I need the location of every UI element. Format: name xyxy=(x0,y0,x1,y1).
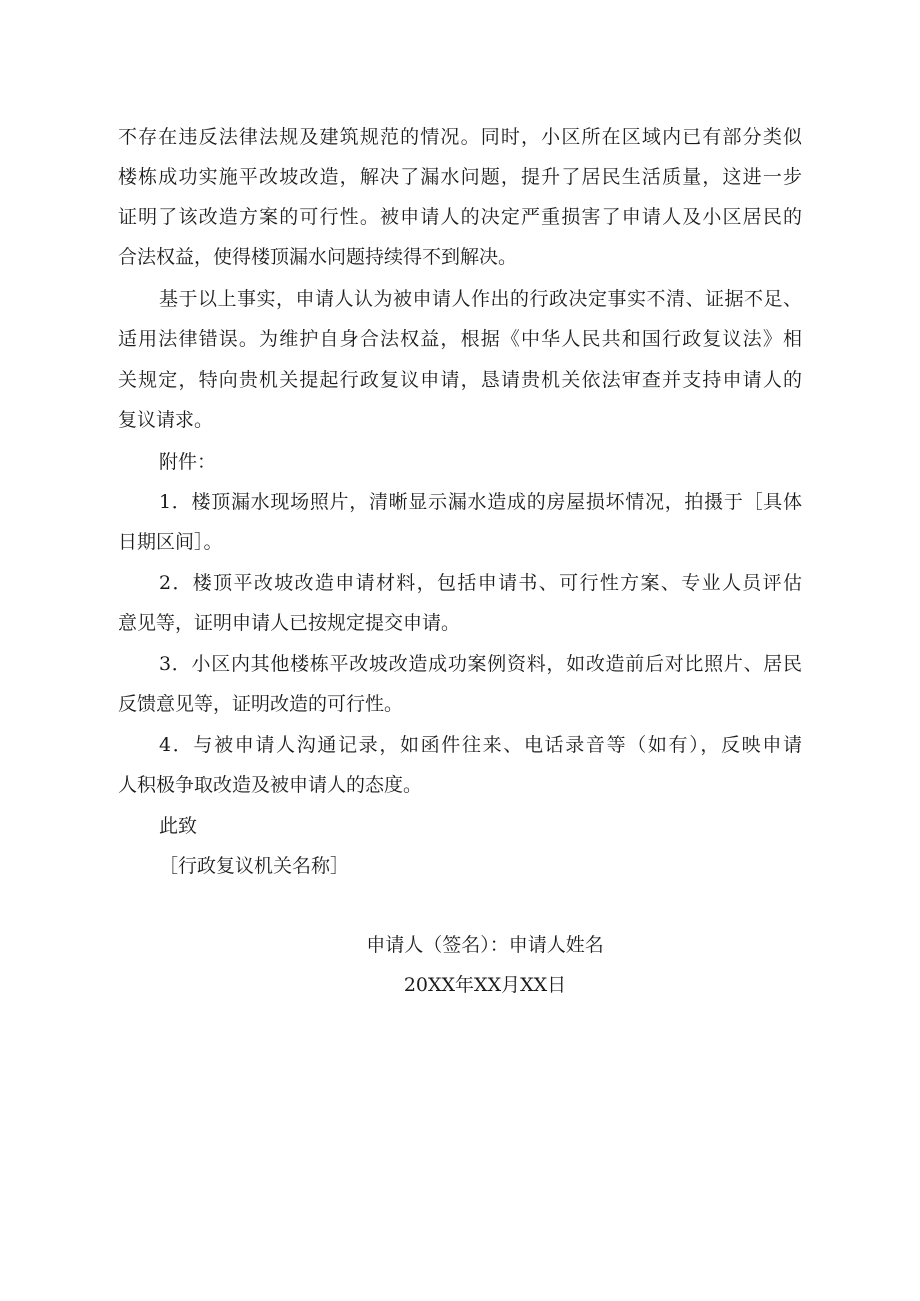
attachments-heading: 附件： xyxy=(159,451,217,473)
attachment-1-line-1: 1．楼顶漏水现场照片，清晰显示漏水造成的房屋损坏情况，拍摄于［具体 xyxy=(159,491,802,513)
attachment-3-line-1: 3．小区内其他楼栋平改坡改造成功案例资料，如改造前后对比照片、居民 xyxy=(159,653,802,675)
paragraph-1-line-1: 不存在违反法律法规及建筑规范的情况。同时，小区所在区域内已有部分类似 xyxy=(118,126,802,148)
date-line: 20XX年XX月XX日 xyxy=(403,974,567,996)
paragraph-1-line-4: 合法权益，使得楼顶漏水问题持续得不到解决。 xyxy=(118,246,518,268)
attachment-2-line-2: 意见等，证明申请人已按规定提交申请。 xyxy=(118,612,461,634)
paragraph-2-line-1: 基于以上事实，申请人认为被申请人作出的行政决定事实不清、证据不足、 xyxy=(159,288,802,310)
closing-salutation: 此致 xyxy=(159,815,198,837)
attachment-4-line-2: 人积极争取改造及被申请人的态度。 xyxy=(118,774,423,796)
signature-line: 申请人（签名）：申请人姓名 xyxy=(366,934,604,956)
attachment-1-line-2: 日期区间］。 xyxy=(118,531,223,553)
paragraph-1-line-2: 楼栋成功实施平改坡改造，解决了漏水问题，提升了居民生活质量，这进一步 xyxy=(118,166,802,188)
attachment-4-line-1: 4．与被申请人沟通记录，如函件往来、电话录音等（如有），反映申请 xyxy=(159,734,802,756)
recipient-name: ［行政复议机关名称］ xyxy=(159,855,350,877)
paragraph-1-line-3: 证明了该改造方案的可行性。被申请人的决定严重损害了申请人及小区居民的 xyxy=(118,206,802,228)
attachment-2-line-1: 2．楼顶平改坡改造申请材料，包括申请书、可行性方案、专业人员评估 xyxy=(159,572,802,594)
paragraph-2-line-2: 适用法律错误。为维护自身合法权益，根据《中华人民共和国行政复议法》相 xyxy=(118,328,802,350)
paragraph-2-line-4: 复议请求。 xyxy=(118,409,214,431)
attachment-3-line-2: 反馈意见等，证明改造的可行性。 xyxy=(118,693,404,715)
paragraph-2-line-3: 关规定，特向贵机关提起行政复议申请，恳请贵机关依法审查并支持申请人的 xyxy=(118,369,802,391)
